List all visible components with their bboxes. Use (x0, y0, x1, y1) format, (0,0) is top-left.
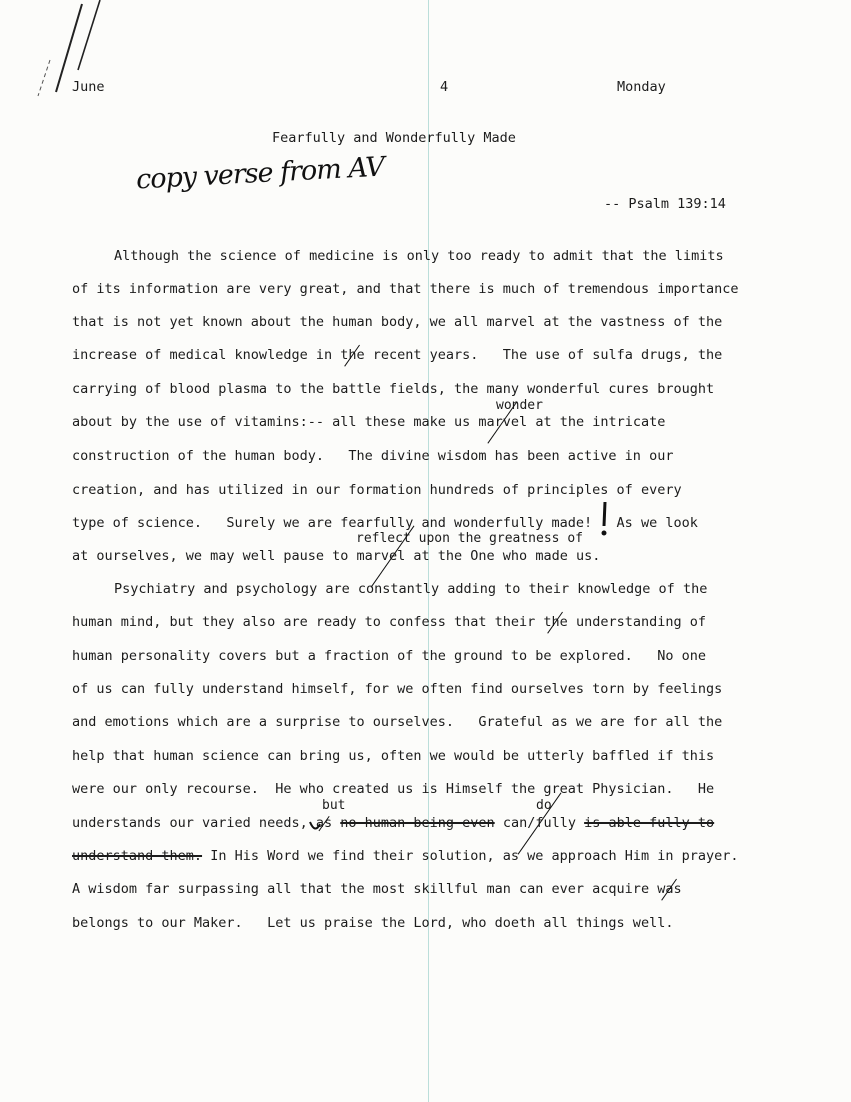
para2-line-8: understands our varied needs, as no human being even can/fully is able fully to (72, 815, 715, 831)
struck-word: the (340, 347, 365, 363)
struck-word: marvel (478, 414, 528, 430)
devotional-title: Fearfully and Wonderfully Made (272, 130, 516, 146)
caret-mark (308, 820, 322, 834)
insert-wonder: wonder (496, 398, 543, 413)
para1-line-2: of its information are very great, and that there is much of tremendous importance (72, 281, 739, 297)
struck-word: marvel at (356, 548, 430, 564)
struck-phrase: no human being even (340, 815, 495, 831)
para2-line-10: A wisdom far surpassing all that the most skillful man can ever acquire was (72, 881, 682, 897)
para2-line-2: human mind, but they also are ready to confess that their the understanding of (72, 614, 706, 630)
struck-word: can/fully (502, 815, 576, 831)
para1-line-4: increase of medical knowledge in the recent years. The use of sulfa drugs, the (72, 347, 723, 363)
para1-line-3: that is not yet known about the human body, we all marvel at the vastness of the (72, 314, 723, 330)
para2-line-6: help that human science can bring us, often we would be utterly baffled if this (72, 748, 715, 764)
insert-reflect: reflect upon the greatness of (356, 531, 583, 546)
struck-phrase: is able fully to (584, 815, 715, 831)
para1-line-7: construction of the human body. The divine wisdom has been active in our (72, 448, 674, 464)
scripture-reference: -- Psalm 139:14 (604, 196, 726, 212)
para1-line-1: Although the science of medicine is only too ready to admit that the limits (114, 248, 724, 264)
corner-pen-marks (20, 0, 120, 110)
struck-word: was (657, 881, 682, 897)
para1-line-9: type of science. Surely we are fearfully and wonderfully made! As we look (72, 515, 698, 531)
para1-line-5: carrying of blood plasma to the battle fields, the many wonderful cures brought (72, 381, 715, 397)
struck-word: as (315, 815, 333, 831)
header-page-number: 4 (440, 79, 449, 95)
para2-line-11: belongs to our Maker. Let us praise the Lord, who doeth all things well. (72, 915, 674, 931)
para2-line-5: and emotions which are a surprise to ourselves. Grateful as we are for all the (72, 714, 723, 730)
insert-do: do (536, 798, 552, 813)
struck-word: the (543, 614, 568, 630)
handwritten-note: copy verse from AV (135, 151, 385, 196)
exclamation-mark (598, 500, 612, 540)
para1-line-8: creation, and has utilized in our formation hundreds of principles of every (72, 482, 682, 498)
para2-line-9: understand them. In His Word we find their solution, as we approach Him in prayer. (72, 848, 739, 864)
para2-line-1: Psychiatry and psychology are constantly adding to their knowledge of the (114, 581, 708, 597)
header-day: Monday (617, 79, 666, 95)
para1-line-10: at ourselves, we may well pause to marvel at the One who made us. (72, 548, 601, 564)
para1-line-6: about by the use of vitamins:-- all these make us marvel at the intricate (72, 414, 666, 430)
para2-line-7: were our only recourse. He who created us is Himself the great Physician. He (72, 781, 715, 797)
struck-phrase: understand them. (72, 848, 203, 864)
para2-line-3: human personality covers but a fraction of the ground to be explored. No one (72, 648, 706, 664)
para2-line-4: of us can fully understand himself, for we often find ourselves torn by feelings (72, 681, 723, 697)
insert-but: but (322, 798, 346, 813)
header-month: June (72, 79, 105, 95)
